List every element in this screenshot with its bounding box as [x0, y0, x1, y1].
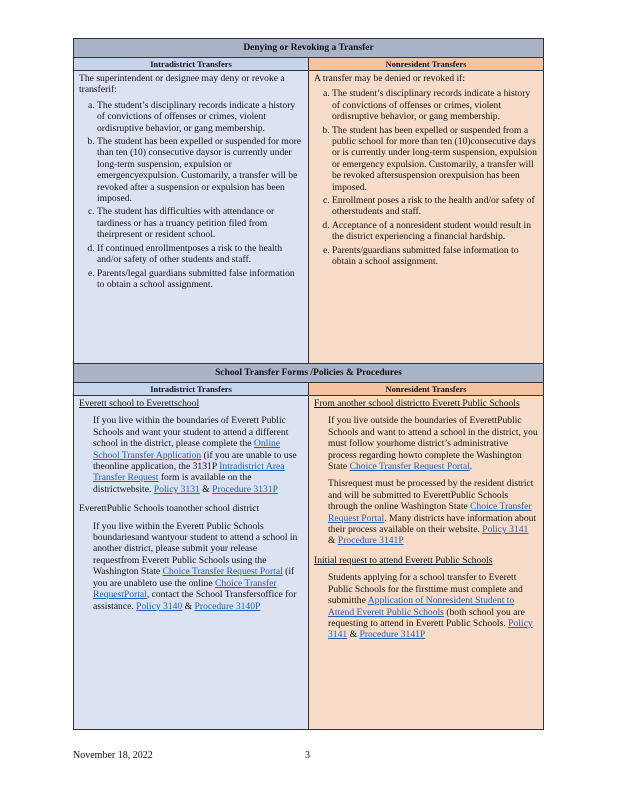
list-item: If you live within the boundaries of Everett Public Schools and want your student to attend a different school in the district, please complete the Online School Transfer Application (if you are unable to use theonline application, the 3131P Intradistrict Area Transfer Request form is available on the districtwebsite. Policy 3131 & Procedure 3131P [93, 415, 297, 495]
list-item: e. Parents/legal guardians submitted false information to obtain a school assignment. [97, 268, 303, 291]
choice-transfer-request-portal-link[interactable]: Choice Transfer Request Portal [162, 566, 283, 578]
intradistrict-deny-intro: The superintendent or designee may deny or revoke a transferif: [79, 73, 285, 96]
intradistrict-forms-cell [74, 396, 309, 730]
policy-3141-link[interactable]: Policy 3141 [482, 524, 529, 536]
list-item: b. The student has been expelled or suspended for more than ten (10) consecutive daysor is currently under long-term suspension, expulsion or emergencyexpulsion. Customarily, a transfer will be revoked after a suspension or expulsion has been imposed. [97, 136, 303, 204]
list-item: Students applying for a school transfer to Everett Public Schools for the firsttime must complete and submitthe Application of Nonresident Student to Attend Everett Public Schools (both school you are requesting to attend in Everett Public Schools. Policy 3141 & Procedure 3141P [328, 572, 533, 641]
nonresident-deny-cell [309, 71, 544, 364]
intradistrict-deny-list [79, 100, 303, 291]
column-header-intradistrict: Intradistrict Transfers [74, 383, 309, 396]
policy-3141-link[interactable]: Policy 3141 [328, 617, 533, 641]
nonresident-deny-list [314, 88, 538, 267]
transfer-document [73, 38, 544, 730]
initial-request-heading: Initial request to attend Everett Public Schools [314, 554, 493, 566]
procedure-3141p-link[interactable]: Procedure 3141P [337, 535, 404, 547]
online-school-transfer-application-link[interactable]: Online School Transfer Application [93, 438, 281, 461]
procedure-3131p-link[interactable]: Procedure 3131P [212, 483, 278, 495]
intradistrict-deny-cell [74, 71, 309, 364]
page-number: 3 [305, 750, 310, 761]
section-title-forms: School Transfer Forms /Policies & Procedures [74, 364, 544, 383]
transfer-table [73, 38, 544, 730]
list-item: d. If continued enrollmentposes a risk to the health and/or safety of other students and staff. [97, 243, 303, 266]
everett-to-other-district-heading: EverettPublic Schools toanother school district [79, 503, 260, 515]
section-title-denying: Denying or Revoking a Transfer [74, 39, 544, 58]
list-item: c. Enrollment poses a risk to the health and/or safety of otherstudents and staff. [332, 195, 538, 218]
list-item: If you live within the Everett Public Schools boundariesand wantyour student to attend a school in another district, please submit your release requestfrom Everett Public Schools using the Washington State Choice Transfer Request Portal (if you are unableto use the online Choice Transfer RequestPortal, contact the School Transfersoffice for assistance. Policy 3140 & Procedure 3140P [93, 520, 298, 612]
choice-transfer-request-portal-link[interactable]: Choice Transfer Request Portal [349, 461, 470, 473]
nonresident-deny-intro: A transfer may be denied or revoked if: [314, 73, 466, 84]
nonresident-forms-cell [309, 396, 544, 730]
procedure-3141p-link[interactable]: Procedure 3141P [359, 629, 426, 641]
intradistrict-area-transfer-request-link[interactable]: Intradistrict Area Transfer Request [93, 461, 285, 484]
list-item: d. Acceptance of a nonresident student would result in the district experiencing a financial hardship. [332, 220, 538, 243]
column-header-nonresident: Nonresident Transfers [309, 58, 544, 71]
list-item: a. The student’s disciplinary records indicate a history of convictions of offenses or crimes, violent ordisruptive behavior, or gang membership. [332, 88, 538, 122]
list-item: b. The student has been expelled or suspended from a public school for more than ten (10)consecutive days or is currently under long-term suspension, expulsion or emergency expulsion. Customarily, a transfer will be revoked aftersuspension orexpulsion has been imposed. [332, 125, 538, 193]
policy-3140-link[interactable]: Policy 3140 [136, 600, 183, 612]
other-district-to-everett-heading: From another school districtto Everett Public Schools [314, 398, 520, 409]
choice-transfer-request-portal-link[interactable]: Choice Transfer Request Portal [328, 501, 532, 524]
column-header-nonresident: Nonresident Transfers [309, 383, 544, 396]
list-item: Thisrequest must be processed by the resident district and will be submitted to EverettPublic Schools through the online Washington State Choice Transfer Request Portal. Many districts have information about their process available on their website. Policy 3141 & Procedure 3141P [328, 478, 537, 547]
list-item: If you live outside the boundaries of EverettPublic Schools and want to attend a school in the district, you must follow yourhome district’s administrative process regarding howto complete the Washington State Choice Transfer Request Portal. [328, 415, 538, 473]
column-header-intradistrict: Intradistrict Transfers [74, 58, 309, 71]
list-item: a. The student’s disciplinary records indicate a history of convictions of offenses or crimes, violent ordisruptive behavior, or gang membership. [97, 100, 303, 134]
footer-date: November 18, 2022 [73, 750, 153, 761]
policy-3131-link[interactable]: Policy 3131 [153, 483, 200, 495]
list-item: c. The student has difficulties with attendance or tardiness or has a truancy petition filed from theirpresent or resident school. [97, 206, 303, 240]
nonresident-application-link[interactable]: Application of Nonresident Student to Attend Everett Public Schools [328, 595, 515, 618]
choice-transfer-request-portal-link[interactable]: Choice Transfer RequestPortal [93, 577, 277, 601]
everett-to-everett-heading: Everett school to Everettschool [79, 398, 200, 409]
list-item: e. Parents/guardians submitted false information to obtain a school assignment. [332, 245, 538, 268]
procedure-3140p-link[interactable]: Procedure 3140P [194, 600, 261, 612]
